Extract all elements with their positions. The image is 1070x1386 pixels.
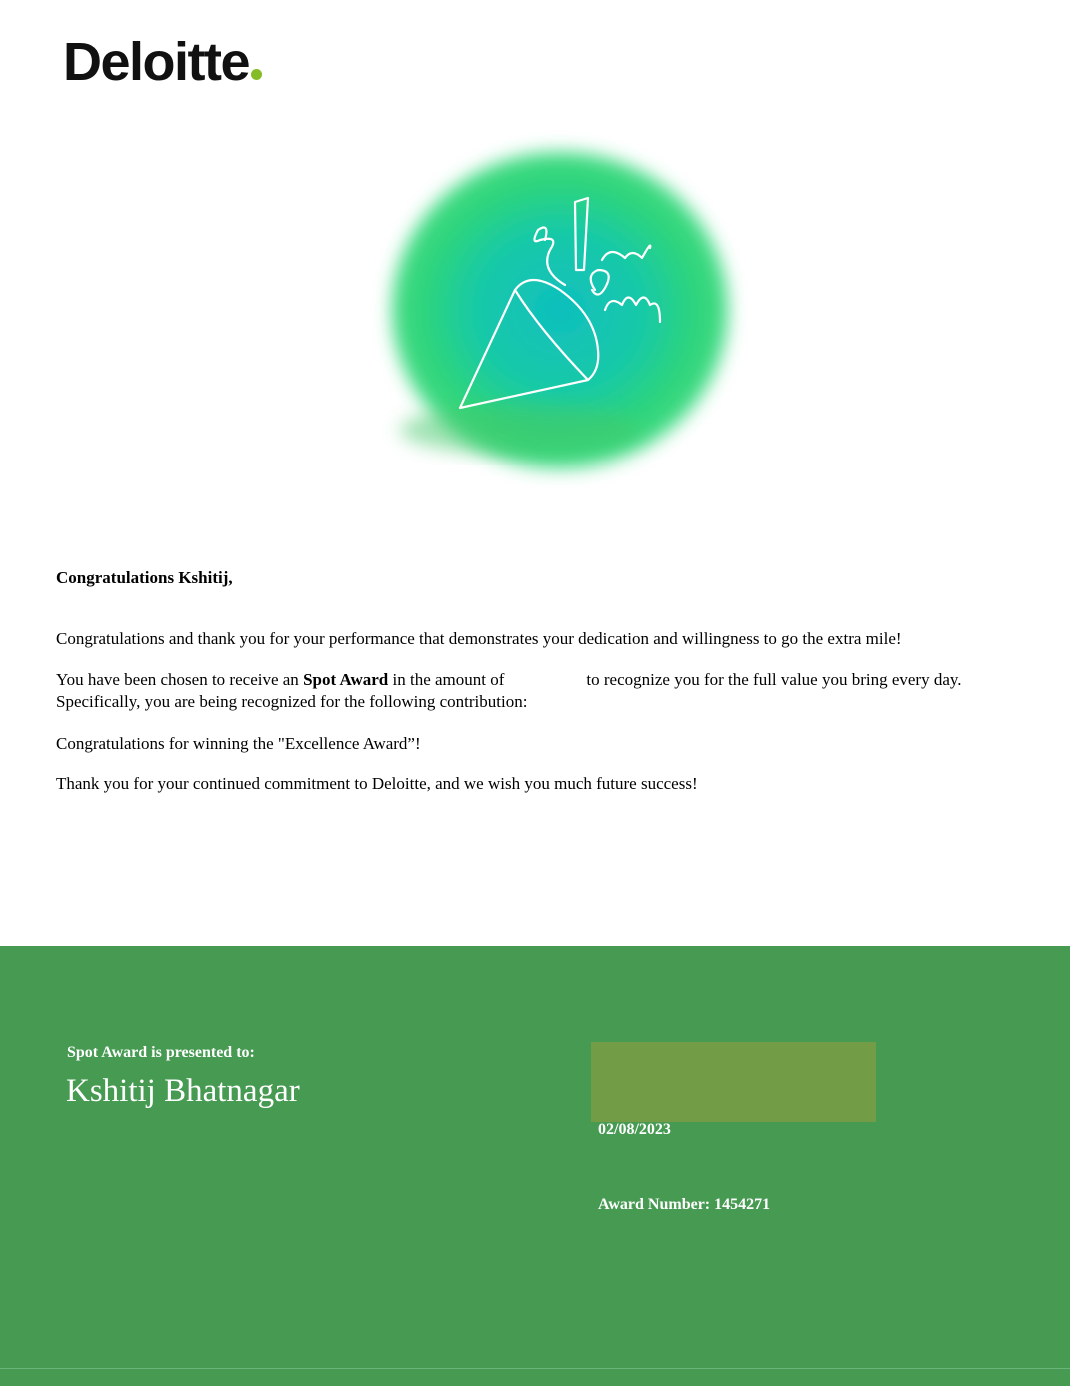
deloitte-logo xyxy=(63,30,262,94)
award-date: 02/08/2023 xyxy=(598,1121,671,1138)
award-number: Award Number: 1454271 xyxy=(598,1196,771,1213)
letter-paragraph-2 xyxy=(56,669,1016,713)
logo-wordmark: Deloitte xyxy=(63,32,250,92)
letter-greeting: Congratulations Kshitij, xyxy=(56,568,233,587)
para2-amount: in the amount of xyxy=(388,670,505,689)
recipient-name: Kshitij Bhatnagar xyxy=(66,1073,300,1109)
presented-to-label: Spot Award is presented to: xyxy=(67,1044,255,1061)
signature-block xyxy=(591,1042,876,1122)
para2-rest: to recognize you for the full value you bring every day. Specifically, you are being recognized for the following contribution: xyxy=(56,670,962,711)
logo-dot-icon xyxy=(251,69,262,80)
letter-paragraph-3: Congratulations for winning the "Excellence Award”! xyxy=(56,734,421,753)
letter-paragraph-4: Thank you for your continued commitment to Deloitte, and we wish you much future success! xyxy=(56,774,698,793)
para2-intro: You have been chosen to receive an xyxy=(56,670,304,689)
spot-award-term: Spot Award xyxy=(303,670,389,689)
party-popper-icon xyxy=(370,130,750,490)
award-footer xyxy=(0,946,1070,1386)
footer-divider xyxy=(0,1368,1070,1369)
letter-paragraph-1: Congratulations and thank you for your performance that demonstrates your dedication and willingness to go the extra mile! xyxy=(56,629,902,648)
